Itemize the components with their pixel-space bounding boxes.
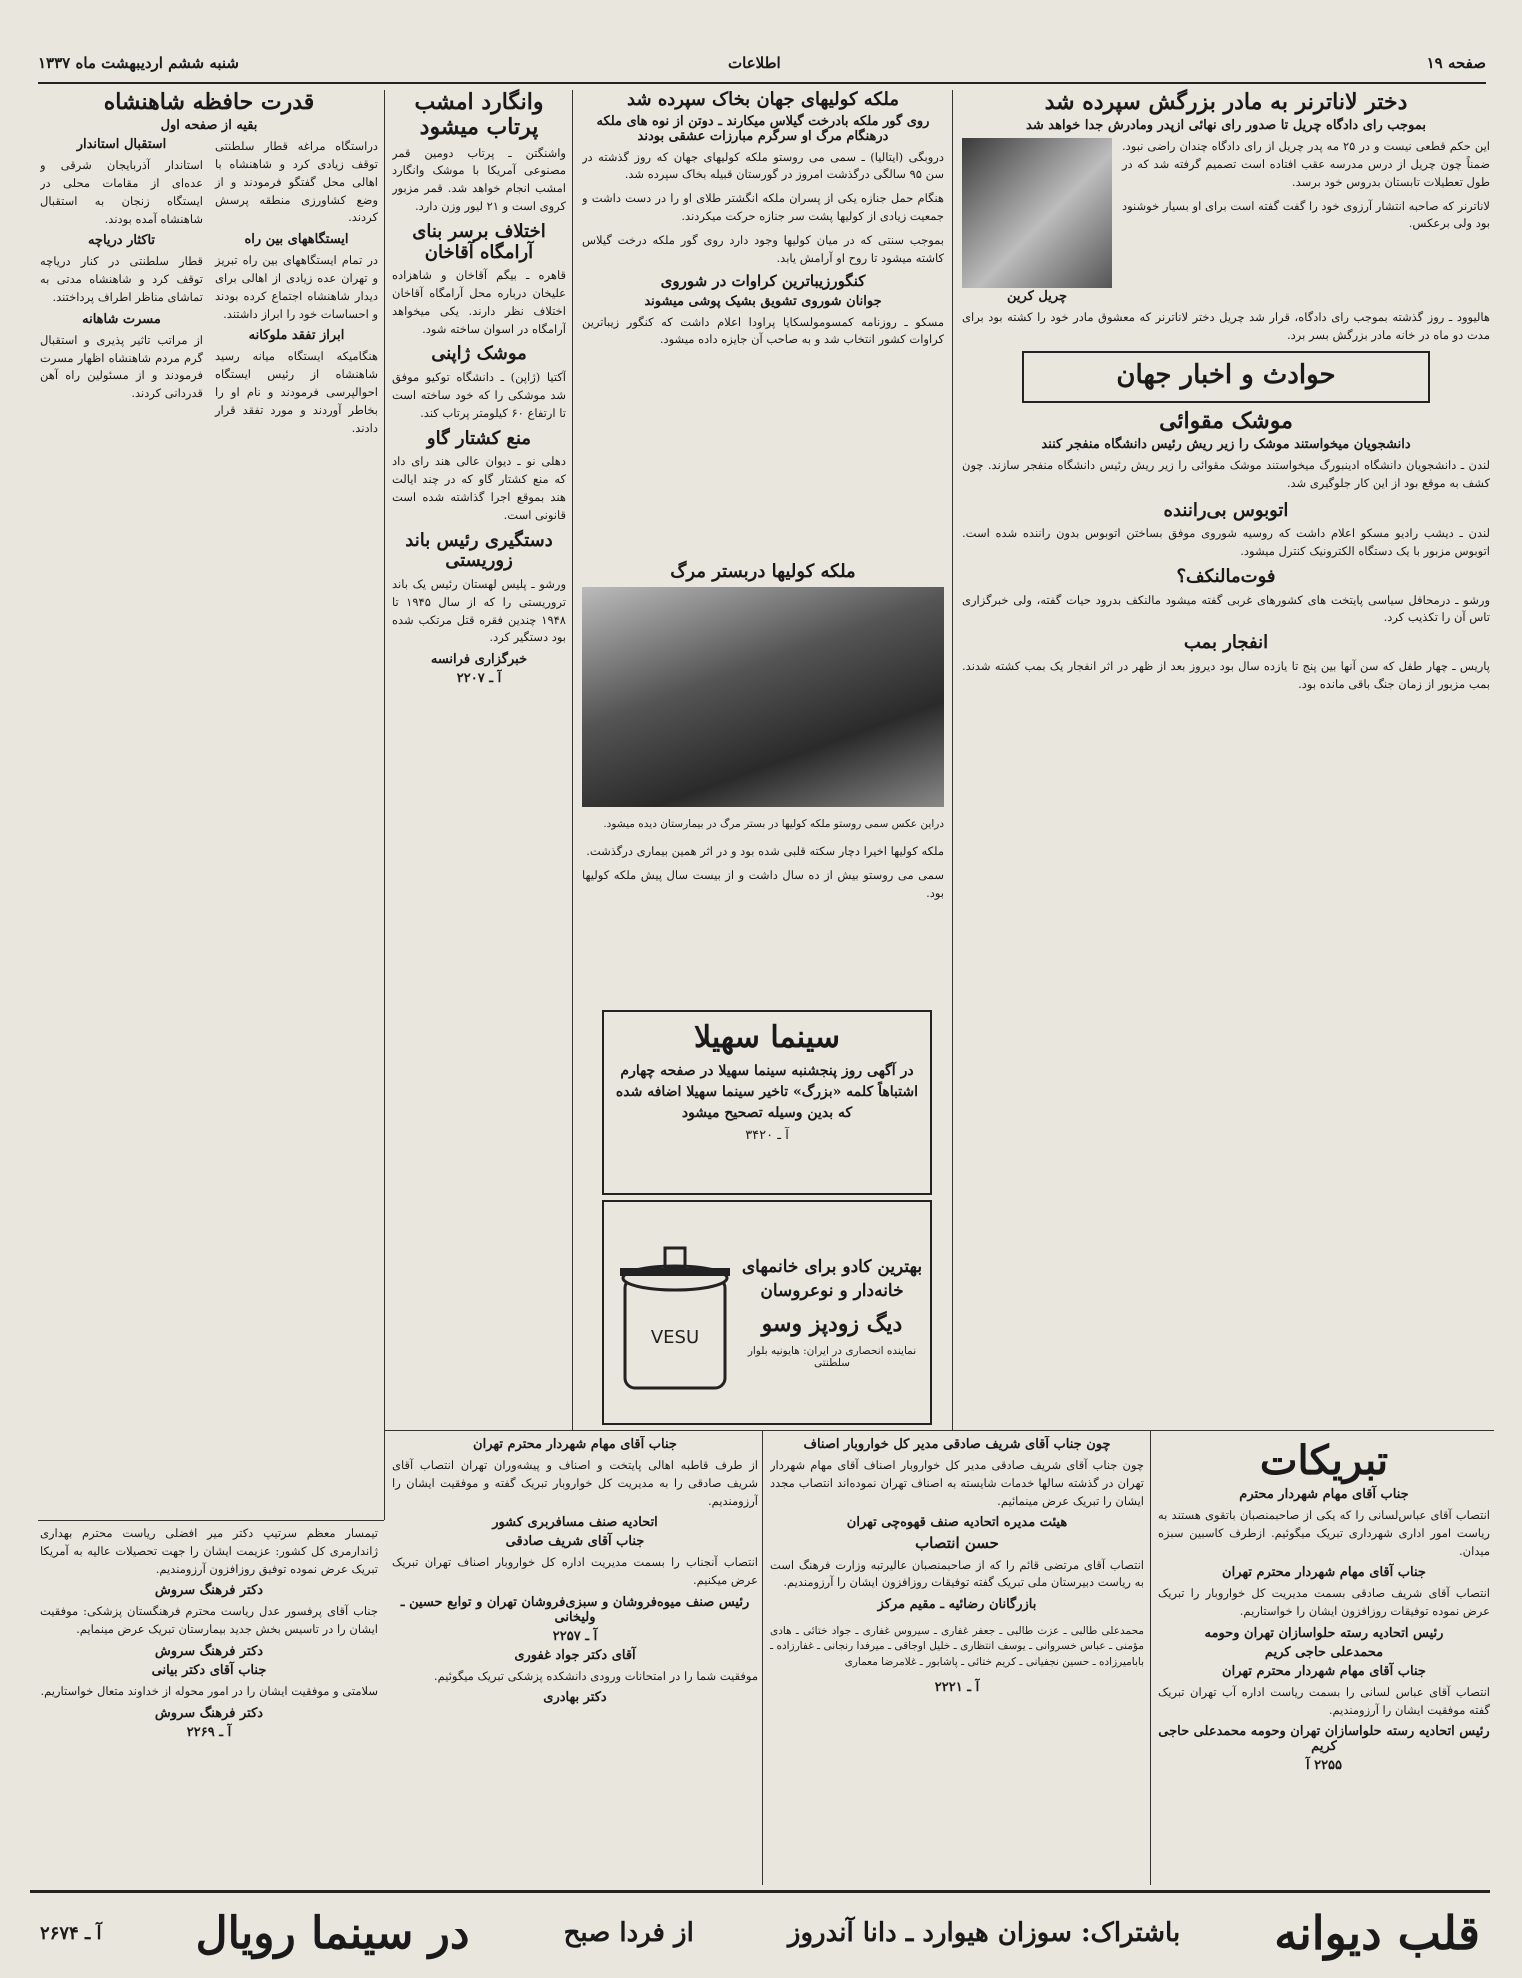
header-date: شنبه ششم اردیبهشت ماه ۱۳۳۷ (38, 54, 239, 72)
ad-code: آ ـ ۲۲۲۱ (934, 1680, 980, 1696)
congrats-signature: اتحادیه صنف مسافربری کشور (492, 1515, 658, 1531)
column-center-left (392, 88, 566, 1428)
movie-cinema: در سینما رویال (195, 1907, 470, 1959)
headline-driverless-bus: اتوبوس بی‌راننده (1163, 499, 1289, 521)
pressure-cooker-icon (610, 1208, 740, 1408)
vesu-cooker-ad (602, 1200, 932, 1425)
article-text: از مراتب تاثیر پذیری و استقبال گرم مردم شاهنشاه اظهار مسرت فرمودند و از مسئولین راه آهن قدردانی کردند. (40, 332, 203, 401)
header-paper-name: اطلاعات (728, 54, 781, 72)
congrats-left (40, 1525, 378, 1885)
article-text: سمی می روستو بیش از ده سال داشت و از بیست سال پیش ملکه کولیها بود. (582, 868, 944, 901)
congrats-text: انتصاب آقای عباس لسانی را بسمت ریاست اداره آب تهران تبریک گفته موفقیت ایشان را آرزومندیم. (1158, 1684, 1490, 1717)
article-text: دهلی نو ـ دیوان عالی هند رای داد که منع کشتار گاو که در چند ایالت هند بموقع اجرا گذاشته شده است قانونی است. (392, 454, 566, 522)
cinema-soheila-ad (602, 1010, 932, 1195)
section-subhead: ابراز تفقد ملوکانه (248, 328, 345, 344)
congrats-text: انتصاب آنجناب را بسمت مدیریت اداره کل خواروبار اصناف تهران تبریک عرض میکنیم. (392, 1555, 758, 1588)
section-subhead: تاکثار دریاچه (87, 233, 156, 249)
column-divider (762, 1430, 763, 1885)
congrats-signature: دکتر فرهنگ سروش (154, 1583, 264, 1599)
congrats-signature: رئیس اتحادیه رسته حلواسازان تهران وحومه (1204, 1625, 1444, 1641)
section-subhead: استقبال استاندار (76, 137, 167, 153)
column-divider (952, 90, 953, 1430)
congrats-text: سلامتی و موفقیت ایشان را در امور محوله از خداوند متعال خواستاریم. (40, 1683, 378, 1698)
credit: خبرگزاری فرانسه (430, 652, 528, 668)
subheadline-gypsy-queen: روی گور ملکه بادرخت گیلاس میکارند ـ دوتن از نوه های ملکه درهنگام مرگ او سرگرم مبارزات عشقی بودند (596, 113, 930, 144)
movie-date: از فردا صبح (563, 1918, 694, 1948)
column-divider (384, 90, 385, 1520)
column-divider (1150, 1430, 1151, 1885)
subheadline-tie: جوانان شوروی تشویق بشیک پوشی میشوند (644, 293, 882, 309)
article-text: هنگام حمل جنازه یکی از پسران ملکه انگشتر طلای او را در دست داشت و جمعیت زیادی از کولیها پشت سر جنازه حرکت میکردند. (582, 191, 944, 223)
congrats-text: موفقیت شما را در امتحانات ورودی دانشکده پزشکی تبریک میگوئیم. (433, 1668, 758, 1683)
congrats-title: جناب آقای شریف صادقی (505, 1534, 645, 1550)
article-text: مسکو ـ روزنامه کمسومولسکایا پراودا اعلام داشت که کنگور زیباترین کراوات کشور انتخاب شد و به صاحب آن جایزه داده میشود. (582, 314, 944, 347)
subheadline-lana-turner: بموجب رای دادگاه چریل تا صدور رای نهائی ازپدر ومادرش جدا خواهد شد (1026, 118, 1426, 134)
headline-japan-rocket: موشک ژاپنی (431, 343, 527, 365)
section-subhead: مسرت شاهانه (82, 311, 161, 327)
headline-gypsy-queen: ملکه کولیهای جهان بخاک سپرده شد (627, 89, 899, 110)
congrats-title: حسن انتصاب (915, 1534, 999, 1553)
section-divider (38, 1520, 384, 1521)
congrats-title: جناب آقای مهام شهردار محترم تهران (1222, 1565, 1426, 1581)
congrats-names: محمدعلی طالبی ـ عزت طالبی ـ جعفر غفاری ـ سیروس غفاری ـ جواد ختائی ـ هادی مؤمنی ـ عباس خسروانی ـ یوسف انتظاری ـ خلیل اوجاقی ـ میرفدا رنجانی ـ غفارزاده ـ بابامیرزاده ـ حسین نجفیانی ـ کریم ختائی ـ پاشابور ـ غلامرضا معماری (770, 1624, 1144, 1669)
header-page-number: صفحه ۱۹ (1426, 54, 1486, 72)
svg-text:VESU: VESU (650, 1327, 700, 1348)
movie-title: قلب دیوانه (1274, 1906, 1480, 1960)
congrats-title: جناب آقای مهام شهردار محترم (1239, 1487, 1409, 1502)
congrats-title: آقای دکتر جواد غفوری (514, 1647, 636, 1663)
headline-tie: کنگورزیباترین کراوات در شوروی (660, 272, 866, 291)
congrats-section-title: تبریکات (1259, 1437, 1389, 1484)
headline-bomb: انفجار بمب (1183, 632, 1269, 654)
article-text: پاریس ـ چهار طفل که سن آنها بین پنج تا یازده سال بود دیروز بعد از ظهر در اثر انفجار یک بمب کشته شدند. بمب مزبور از زمان جنگ باقی مانده بود. (962, 658, 1490, 691)
article-text: هالیوود ـ روز گذشته بموجب رای دادگاه، قرار شد چریل دختر لاناترنر که معشوق مادر خود را کشته بود برای مدت دو ماه در خانه مادر بزرگش بسر برد. (962, 310, 1490, 342)
congrats-text: چون جناب آقای شریف صادقی مدیر کل خواروبار اصناف آقای مهام شهردار تهران در گذشته سالها خدمات شایسته به اصناف تهران نموده‌اند انتصاب مجدد ایشان را تبریک عرض مینمائیم. (770, 1457, 1144, 1508)
photo-caption: چریل کرین (1006, 289, 1068, 305)
congrats-signature: بازرگانان رضائیه ـ مقیم مرکز (877, 1597, 1037, 1613)
article-text: لندن ـ دیشب رادیو مسکو اعلام داشت که روسیه شوروی موفق بساختن اتوبوس بدون راننده شده است. اتوبوس مزبور با یک دستگاه الکترونیک کنترل میشود. (962, 526, 1490, 559)
cinema-title: سینما سهیلا (693, 1020, 841, 1055)
ad-code: آ ـ ۲۶۷۴ (40, 1922, 102, 1944)
headline-gypsy-deathbed: ملکه کولیها دربستر مرگ (670, 561, 856, 582)
footer-movie-ad (30, 1890, 1490, 1973)
section-divider (384, 1430, 1494, 1431)
headline-cow-slaughter: منع کشتار گاو (426, 427, 532, 449)
article-text: این حکم قطعی نیست و در ۲۵ مه پدر چریل از رای دادگاه چندان راضی نبود. ضمناً چون چریل از درس مدرسه عقب افتاده است تصمیم گرفته شد که در طول تعطیلات تابستان بدروس خود برسد. (1122, 139, 1490, 189)
column-right (962, 88, 1490, 1428)
congrats-signature: دکتر فرهنگ سروش (154, 1644, 264, 1659)
congrats-right (1158, 1436, 1490, 1886)
ad-code: آ ـ ۲۲۰۷ (456, 671, 502, 687)
article-text: واشنگتن ـ پرتاب دومین قمر مصنوعی آمریکا با موشک وانگارد امشب انجام خواهد شد. قمر مزبور کروی است و ۲۱ لیور وزن دارد. (392, 145, 566, 214)
page-header (38, 48, 1486, 84)
cinema-text: در آگهی روز پنجشنبه سینما سهیلا در صفحه چهارم اشتباهاً کلمه «بزرگ» تاخیر سینما سهیلا اضافه شده که بدین وسیله تصحیح میشود (615, 1063, 919, 1121)
congrats-title: جناب آقای دکتر بیانی (151, 1662, 267, 1678)
congrats-middle-right (770, 1436, 1144, 1886)
cheryl-crane-photo (962, 138, 1112, 288)
congrats-text: از طرف قاطبه اهالی پایتخت و اصناف و پیشه‌وران تهران انتصاب آقای شریف صادقی را به مدیریت کل خواروبار تبریک گفته و موفقیت ایشان را آرزومندیم. (392, 1457, 758, 1508)
vesu-brand: دیگ زودپز وسو (761, 1311, 903, 1338)
section-subhead: ایستگاههای بین راه (244, 232, 349, 248)
headline-vanguard: وانگارد امشب پرتاب میشود (414, 89, 544, 141)
subheadline-paper-rocket: دانشجویان میخواستند موشک را زیر ریش رئیس دانشگاه منفجر کنند (1041, 436, 1411, 452)
photo-caption: دراین عکس سمی روستو ملکه کولیها در بستر مرگ در بیمارستان دیده میشود. (603, 818, 944, 831)
ad-code: ۲۲۵۵ آ (1305, 1758, 1343, 1774)
pressure-cooker-illustration (610, 1208, 740, 1417)
article-text: لاناترنر که صاحبه انتشار آرزوی خود را گفت گفته است برای او بسیار خوشنود بود ولی برعکس. (1122, 198, 1490, 231)
headline-gang-arrest: دستگیری رئیس باند زوریستی (405, 529, 553, 572)
article-text: استاندار آذربایجان شرقی و عده‌ای از مقامات محلی در ایستگاه زنجان به استقبال شاهنشاه آمده بودند. (40, 158, 203, 226)
article-text: ورشو ـ درمحافل سیاسی پایتخت های کشورهای غربی گفته میشود مالنکف بدرود حیات گفته، ولی خبرگزاری تاس آن را تکذیب کرد. (962, 592, 1490, 625)
article-text: قاهره ـ بیگم آقاخان و شاهزاده علیخان درباره محل آرامگاه آقاخان اختلاف نظر دارند. یکی میخواهد آرامگاه در اسوان ساخته شود. (392, 268, 566, 336)
vesu-slogan: بهترین کادو برای خانمهای خانه‌دار و نوعروسان (741, 1256, 923, 1301)
congrats-middle-left (392, 1436, 758, 1886)
headline-paper-rocket: موشک مقوائی (1159, 407, 1293, 434)
column-left (40, 88, 378, 1518)
article-text: ملکه کولیها اخیرا دچار سکته قلبی شده بود و در اثر همین بیماری درگذشت. (586, 844, 944, 859)
headline-lana-turner: دختر لاناترنر به مادر بزرگش سپرده شد (1044, 89, 1408, 115)
headline-aga-khan: اختلاف برسر بنای آرامگاه آقاخان (412, 220, 546, 263)
continued-note: بقیه از صفحه اول (160, 118, 258, 134)
cinema-code: آ ـ ۳۴۲۰ (745, 1128, 789, 1143)
congrats-text: انتصاب آقای شریف صادقی بسمت مدیریت کل خواروبار را تبریک عرض نموده توفیقات روزافزون ایشان را خواستاریم. (1158, 1586, 1490, 1619)
congrats-text: جناب آقای پرفسور عدل ریاست محترم فرهنگستان پزشکی: موفقیت ایشان را در تاسیس بخش جدید بیمارستان تبریک عرض مینمایم. (40, 1604, 378, 1637)
congrats-signature: دکتر بهادری (543, 1690, 607, 1706)
article-text: آکتیا (ژاپن) ـ دانشگاه توکیو موفق شد موشکی را که خود ساخته است تا ارتفاع ۶۰ کیلومتر پرتاب کند. (392, 370, 566, 420)
congrats-text: انتصاب آقای مرتضی قائم را که از صاحبمنصبان عالیرتبه وزارت فرهنگ است به ریاست دبیرستان ملی تبریک گفته توفیقات روزافزون ایشان را آرزومندیم. (770, 1557, 1144, 1590)
congrats-title: جناب آقای مهام شهردار محترم تهران (473, 1437, 677, 1452)
article-text: قطار سلطنتی در کنار دریاچه توقف کرد و شاهنشاه مدتی به تماشای مناظر اطراف پرداختند. (40, 254, 203, 304)
gypsy-queen-photo (582, 587, 944, 807)
movie-cast: باشتراک: سوزان هیوارد ـ دانا آندروز (787, 1918, 1181, 1948)
world-news-title: حوادث و اخبار جهان (1116, 359, 1336, 390)
congrats-text: تیمسار معظم سرتیپ دکتر میر افضلی ریاست محترم بهداری ژاندارمری کل کشور: عزیمت ایشان را جهت تحصیلات عالیه به آمریکا تبریک عرض نموده توفیق روزافزون آرزومندیم. (40, 1526, 378, 1576)
congrats-signature: رئیس صنف میوه‌فروشان و سبزی‌فروشان تهران و توابع حسین ـ ولیخانی (400, 1594, 750, 1625)
article-text: لندن ـ دانشجویان دانشگاه ادینبورگ میخواستند موشک مقوائی را زیر ریش رئیس دانشگاه منفجر سازند. چون کشف به موقع بود از این کار جلوگیری شد. (962, 457, 1490, 490)
column-divider (572, 90, 573, 1430)
headline-malenkov: فوت‌مالنکف؟ (1176, 565, 1276, 587)
congrats-title: چون جناب آقای شریف صادقی مدیر کل خواروبار اصناف (803, 1437, 1111, 1452)
congrats-text: انتصاب آقای عباس‌لسانی را که یکی از صاحبمنصبان باتقوی هستند به ریاست امور اداری شهرداری تبریک میگوئیم. ازطرف کاسبین سبزه میدان. (1158, 1507, 1490, 1558)
ad-code: آ ـ ۲۲۶۹ (186, 1724, 232, 1740)
congrats-signature: محمدعلی حاجی کریم (1264, 1644, 1384, 1660)
congrats-signature: دکتر فرهنگ سروش (154, 1705, 264, 1721)
article-text: در تمام ایستگاههای بین راه تبریز و تهران عده زیادی از اهالی برای دیدار شاهنشاه اجتماع کرده بودند و احساسات خود را ابراز داشتند. (215, 253, 378, 321)
article-text: بموجب سنتی که در میان کولیها وجود دارد روی گور ملکه درخت گیلاس کاشته میشود تا روح او آرامش یابد. (582, 232, 944, 265)
article-text: دراستگاه مراغه قطار سلطنتی توقف زیادی کرد و شاهنشاه با اهالی محل گفتگو فرمودند و از وضع کشاورزی منطقه پرسش کردند. (215, 139, 378, 225)
congrats-signature: هیئت مدیره اتحادیه صنف قهوه‌چی تهران (846, 1515, 1068, 1531)
congrats-signature: رئیس اتحادیه رسته حلواسازان تهران وحومه محمدعلی حاجی کریم (1158, 1724, 1490, 1755)
headline-shah-memory: قدرت حافظه شاهنشاه (103, 89, 315, 115)
ad-code: آ ـ ۲۲۵۷ (552, 1628, 598, 1644)
section-banner (1022, 351, 1430, 403)
vesu-agent: نماینده انحصاری در ایران: هایونیه بلوار سلطنتی (747, 1345, 917, 1370)
article-text: هنگامیکه ایستگاه میانه رسید شاهنشاه از رئیس ایستگاه احوالپرسی فرمودند و نام او را بخاطر آوردند و مورد تفقد قرار دادند. (215, 349, 378, 435)
article-text: ورشو ـ پلیس لهستان رئیس یک باند تروریستی را که از سال ۱۹۴۵ تا ۱۹۴۸ چندین فقره قتل مرتکب شده بود دستگیر کرد. (392, 576, 566, 645)
congrats-title: جناب آقای مهام شهردار محترم تهران (1222, 1663, 1426, 1679)
article-text: دروبگی (ایتالیا) ـ سمی می روستو ملکه کولیهای جهان که روز گذشته در سن ۹۵ سالگی درگذشت امروز در گورستان قبیله بخاک سپرده شد. (582, 149, 944, 182)
